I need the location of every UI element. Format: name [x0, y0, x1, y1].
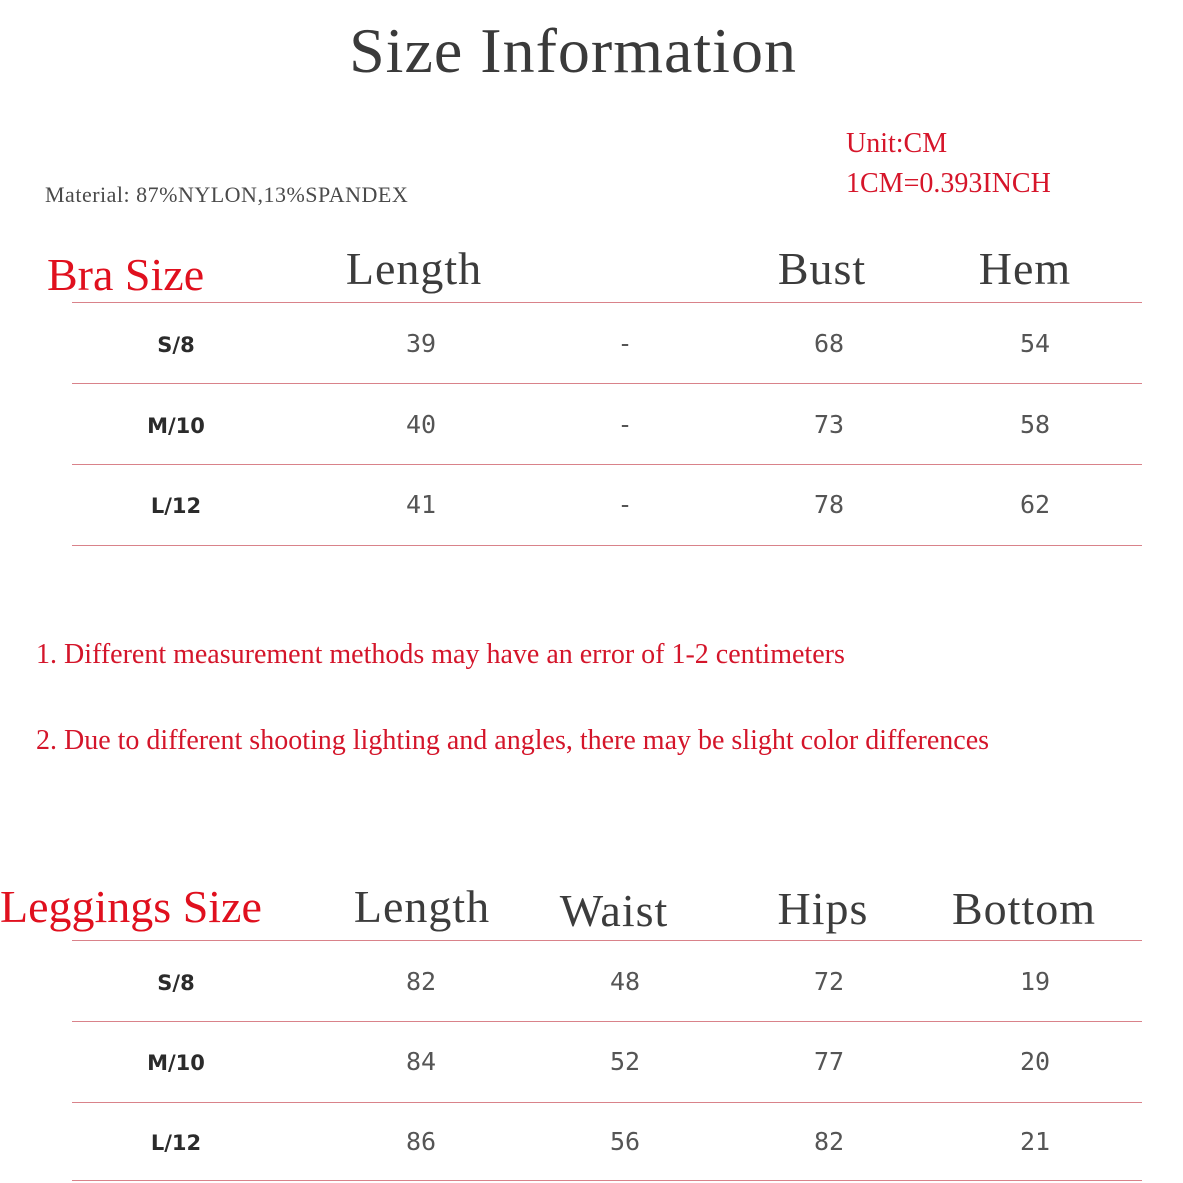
bra-row-size: S/8 — [157, 333, 195, 357]
leggings-row-rule — [72, 1180, 1142, 1181]
note-color: 2. Due to different shooting lighting and angles, there may be slight color differences — [36, 725, 990, 756]
bra-cell-bust: 78 — [813, 490, 845, 519]
bra-cell-length: 41 — [405, 490, 437, 519]
material-info: Material: 87%NYLON,13%SPANDEX — [45, 182, 409, 207]
page-title: Size Information — [349, 15, 797, 86]
bra-col-length: Length — [345, 243, 483, 294]
leggings-row-rule — [72, 1021, 1142, 1022]
leggings-col-length: Length — [353, 881, 491, 932]
bra-cell-hem: 62 — [1019, 490, 1051, 519]
bra-cell-bust: 73 — [813, 410, 845, 439]
bra-cell-length: 40 — [405, 410, 437, 439]
bra-cell-blank: - — [617, 410, 633, 439]
leggings-cell-length: 86 — [405, 1127, 437, 1156]
bra-size-heading: Bra Size — [47, 249, 205, 300]
leggings-col-bottom: Bottom — [951, 883, 1097, 934]
leggings-cell-length: 82 — [405, 967, 437, 996]
leggings-cell-hips: 72 — [813, 967, 845, 996]
leggings-cell-bottom: 19 — [1019, 967, 1051, 996]
leggings-cell-hips: 82 — [813, 1127, 845, 1156]
leggings-row-size: S/8 — [157, 971, 195, 995]
bra-cell-bust: 68 — [813, 329, 845, 358]
leggings-row-rule — [72, 1102, 1142, 1103]
leggings-cell-hips: 77 — [813, 1047, 845, 1076]
leggings-row-size: L/12 — [150, 1131, 202, 1155]
leggings-cell-bottom: 21 — [1019, 1127, 1051, 1156]
bra-col-bust: Bust — [777, 243, 867, 294]
leggings-header-rule — [72, 940, 1142, 941]
bra-header-rule — [72, 302, 1142, 303]
bra-row-size: L/12 — [150, 494, 202, 518]
bra-row-rule — [72, 383, 1142, 384]
bra-cell-blank: - — [617, 490, 633, 519]
bra-cell-blank: - — [617, 329, 633, 358]
bra-cell-hem: 54 — [1019, 329, 1051, 358]
leggings-cell-waist: 52 — [609, 1047, 641, 1076]
leggings-cell-bottom: 20 — [1019, 1047, 1051, 1076]
leggings-size-heading: Leggings Size — [0, 881, 262, 932]
bra-cell-hem: 58 — [1019, 410, 1051, 439]
bra-cell-length: 39 — [405, 329, 437, 358]
bra-col-hem: Hem — [978, 243, 1072, 294]
bra-row-rule — [72, 545, 1142, 546]
unit-conversion: 1CM=0.393INCH — [846, 168, 1051, 199]
leggings-row-size: M/10 — [147, 1051, 205, 1075]
unit-label: Unit:CM — [846, 128, 948, 159]
leggings-col-waist: Waist — [559, 885, 669, 936]
bra-row-rule — [72, 464, 1142, 465]
bra-row-size: M/10 — [147, 414, 205, 438]
note-measurement: 1. Different measurement methods may have an error of 1-2 centimeters — [36, 639, 845, 670]
leggings-cell-waist: 48 — [609, 967, 641, 996]
leggings-cell-waist: 56 — [609, 1127, 641, 1156]
leggings-cell-length: 84 — [405, 1047, 437, 1076]
leggings-col-hips: Hips — [777, 883, 869, 934]
